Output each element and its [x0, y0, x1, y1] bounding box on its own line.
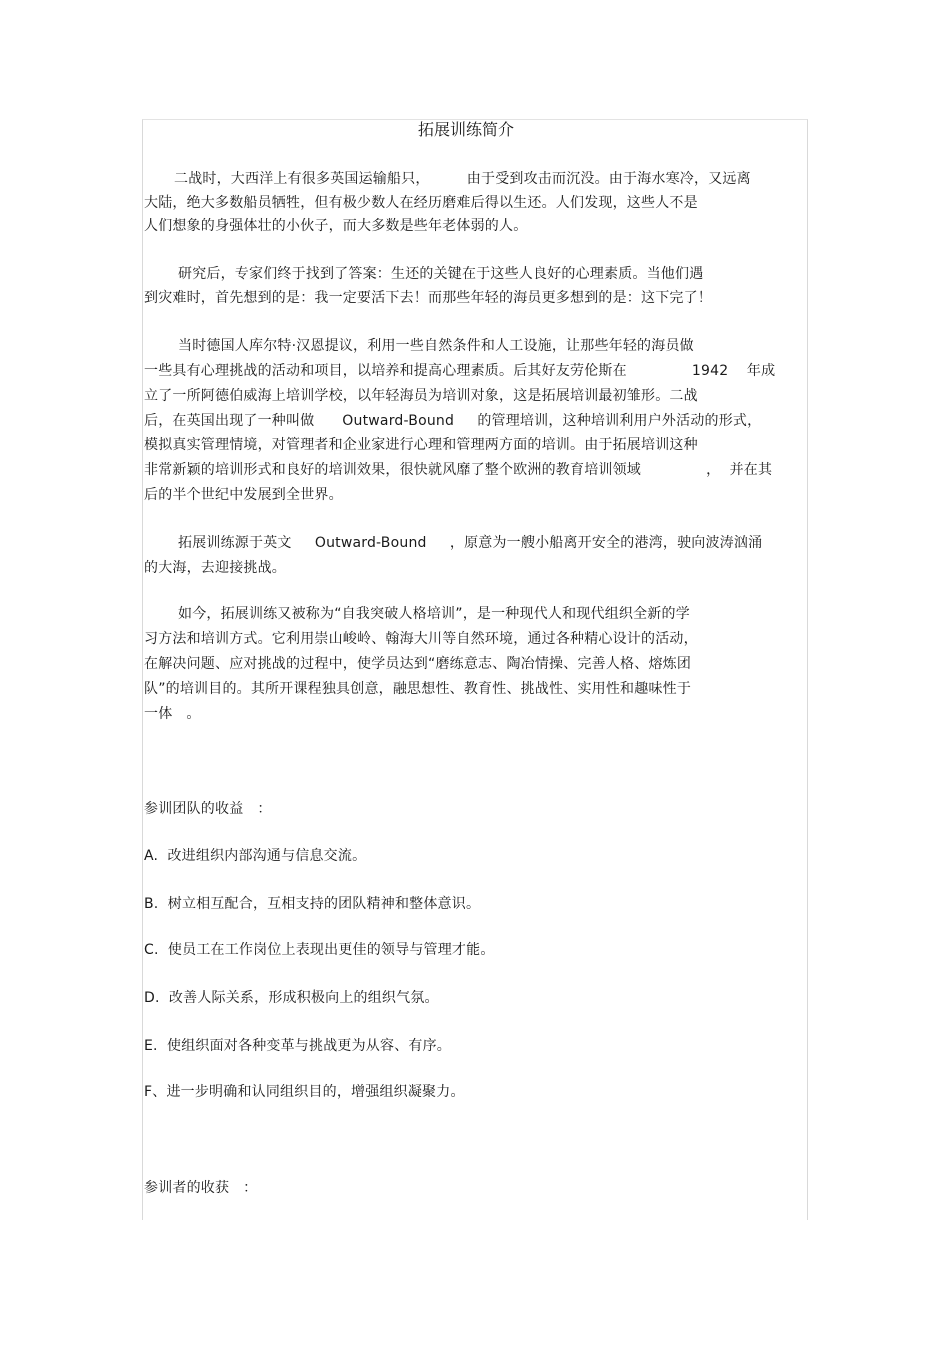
benefit-item-b: B. 树立相互配合，互相支持的团队精神和整体意识。: [144, 896, 481, 912]
paragraph-4-line-1: 拓展训练源于英文 Outward-Bound ，原意为一艘小船离开安全的港湾，驶向波涛汹涌: [178, 535, 763, 551]
paragraph-2-line-2: 到灾难时，首先想到的是：我一定要活下去！而那些年轻的海员更多想到的是：这下完了！: [144, 290, 712, 306]
benefit-item-f: F、进一步明确和认同组织目的，增强组织凝聚力。: [144, 1084, 465, 1100]
paragraph-5-line-5: 一体 。: [144, 706, 201, 722]
paragraph-3-line-7: 后的半个世纪中发展到全世界。: [144, 487, 343, 503]
benefit-item-e: E. 使组织面对各种变革与挑战更为从容、有序。: [144, 1038, 451, 1054]
paragraph-1-line-1: 二战时，大西洋上有很多英国运输船只， 由于受到攻击而沉没。由于海水寒冷，又远离: [174, 171, 751, 187]
paragraph-5-line-2: 习方法和培训方式。它利用崇山峻岭、翰海大川等自然环境，通过各种精心设计的活动，: [144, 631, 698, 647]
paragraph-3-line-6: 非常新颖的培训形式和良好的培训效果，很快就风靡了整个欧洲的教育培训领域 ， 并在其: [144, 462, 773, 478]
benefits-heading: 参训团队的收益 ：: [144, 801, 272, 817]
benefit-item-d: D. 改善人际关系，形成积极向上的组织气氛。: [144, 990, 439, 1006]
benefit-item-c: C. 使员工在工作岗位上表现出更佳的领导与管理才能。: [144, 942, 495, 958]
gains-heading: 参训者的收获 ：: [144, 1180, 258, 1196]
paragraph-2-line-1: 研究后，专家们终于找到了答案：生还的关键在于这些人良好的心理素质。当他们遇: [178, 266, 704, 282]
paragraph-5-line-3: 在解决问题、应对挑战的过程中，使学员达到“磨练意志、陶冶情操、完善人格、熔炼团: [144, 656, 692, 672]
benefit-item-a: A. 改进组织内部沟通与信息交流。: [144, 848, 367, 864]
paragraph-5-line-1: 如今，拓展训练又被称为“自我突破人格培训”，是一种现代人和现代组织全新的学: [178, 606, 690, 622]
paragraph-4-line-2: 的大海，去迎接挑战。: [144, 560, 286, 576]
document-title: 拓展训练简介: [418, 120, 515, 139]
paragraph-5-line-4: 队”的培训目的。其所开课程独具创意，融思想性、教育性、挑战性、实用性和趣味性于: [144, 681, 692, 697]
paragraph-3-line-2: 一些具有心理挑战的活动和项目，以培养和提高心理素质。后其好友劳伦斯在 1942 年成: [144, 363, 776, 379]
paragraph-1-line-2: 大陆，绝大多数船员牺牲，但有极少数人在经历磨难后得以生还。人们发现，这些人不是: [144, 195, 698, 211]
paragraph-3-line-4: 后，在英国出现了一种叫做 Outward-Bound 的管理培训，这种培训利用户外活动的形式，: [144, 413, 762, 429]
paragraph-3-line-5: 模拟真实管理情境，对管理者和企业家进行心理和管理两方面的培训。由于拓展培训这种: [144, 437, 698, 453]
paragraph-3-line-1: 当时德国人库尔特·汉恩提议，利用一些自然条件和人工设施，让那些年轻的海员做: [178, 338, 694, 354]
paragraph-3-line-3: 立了一所阿德伯威海上培训学校，以年轻海员为培训对象，这是拓展培训最初雏形。二战: [144, 388, 698, 404]
paragraph-1-line-3: 人们想象的身强体壮的小伙子，而大多数是些年老体弱的人。: [144, 218, 528, 234]
